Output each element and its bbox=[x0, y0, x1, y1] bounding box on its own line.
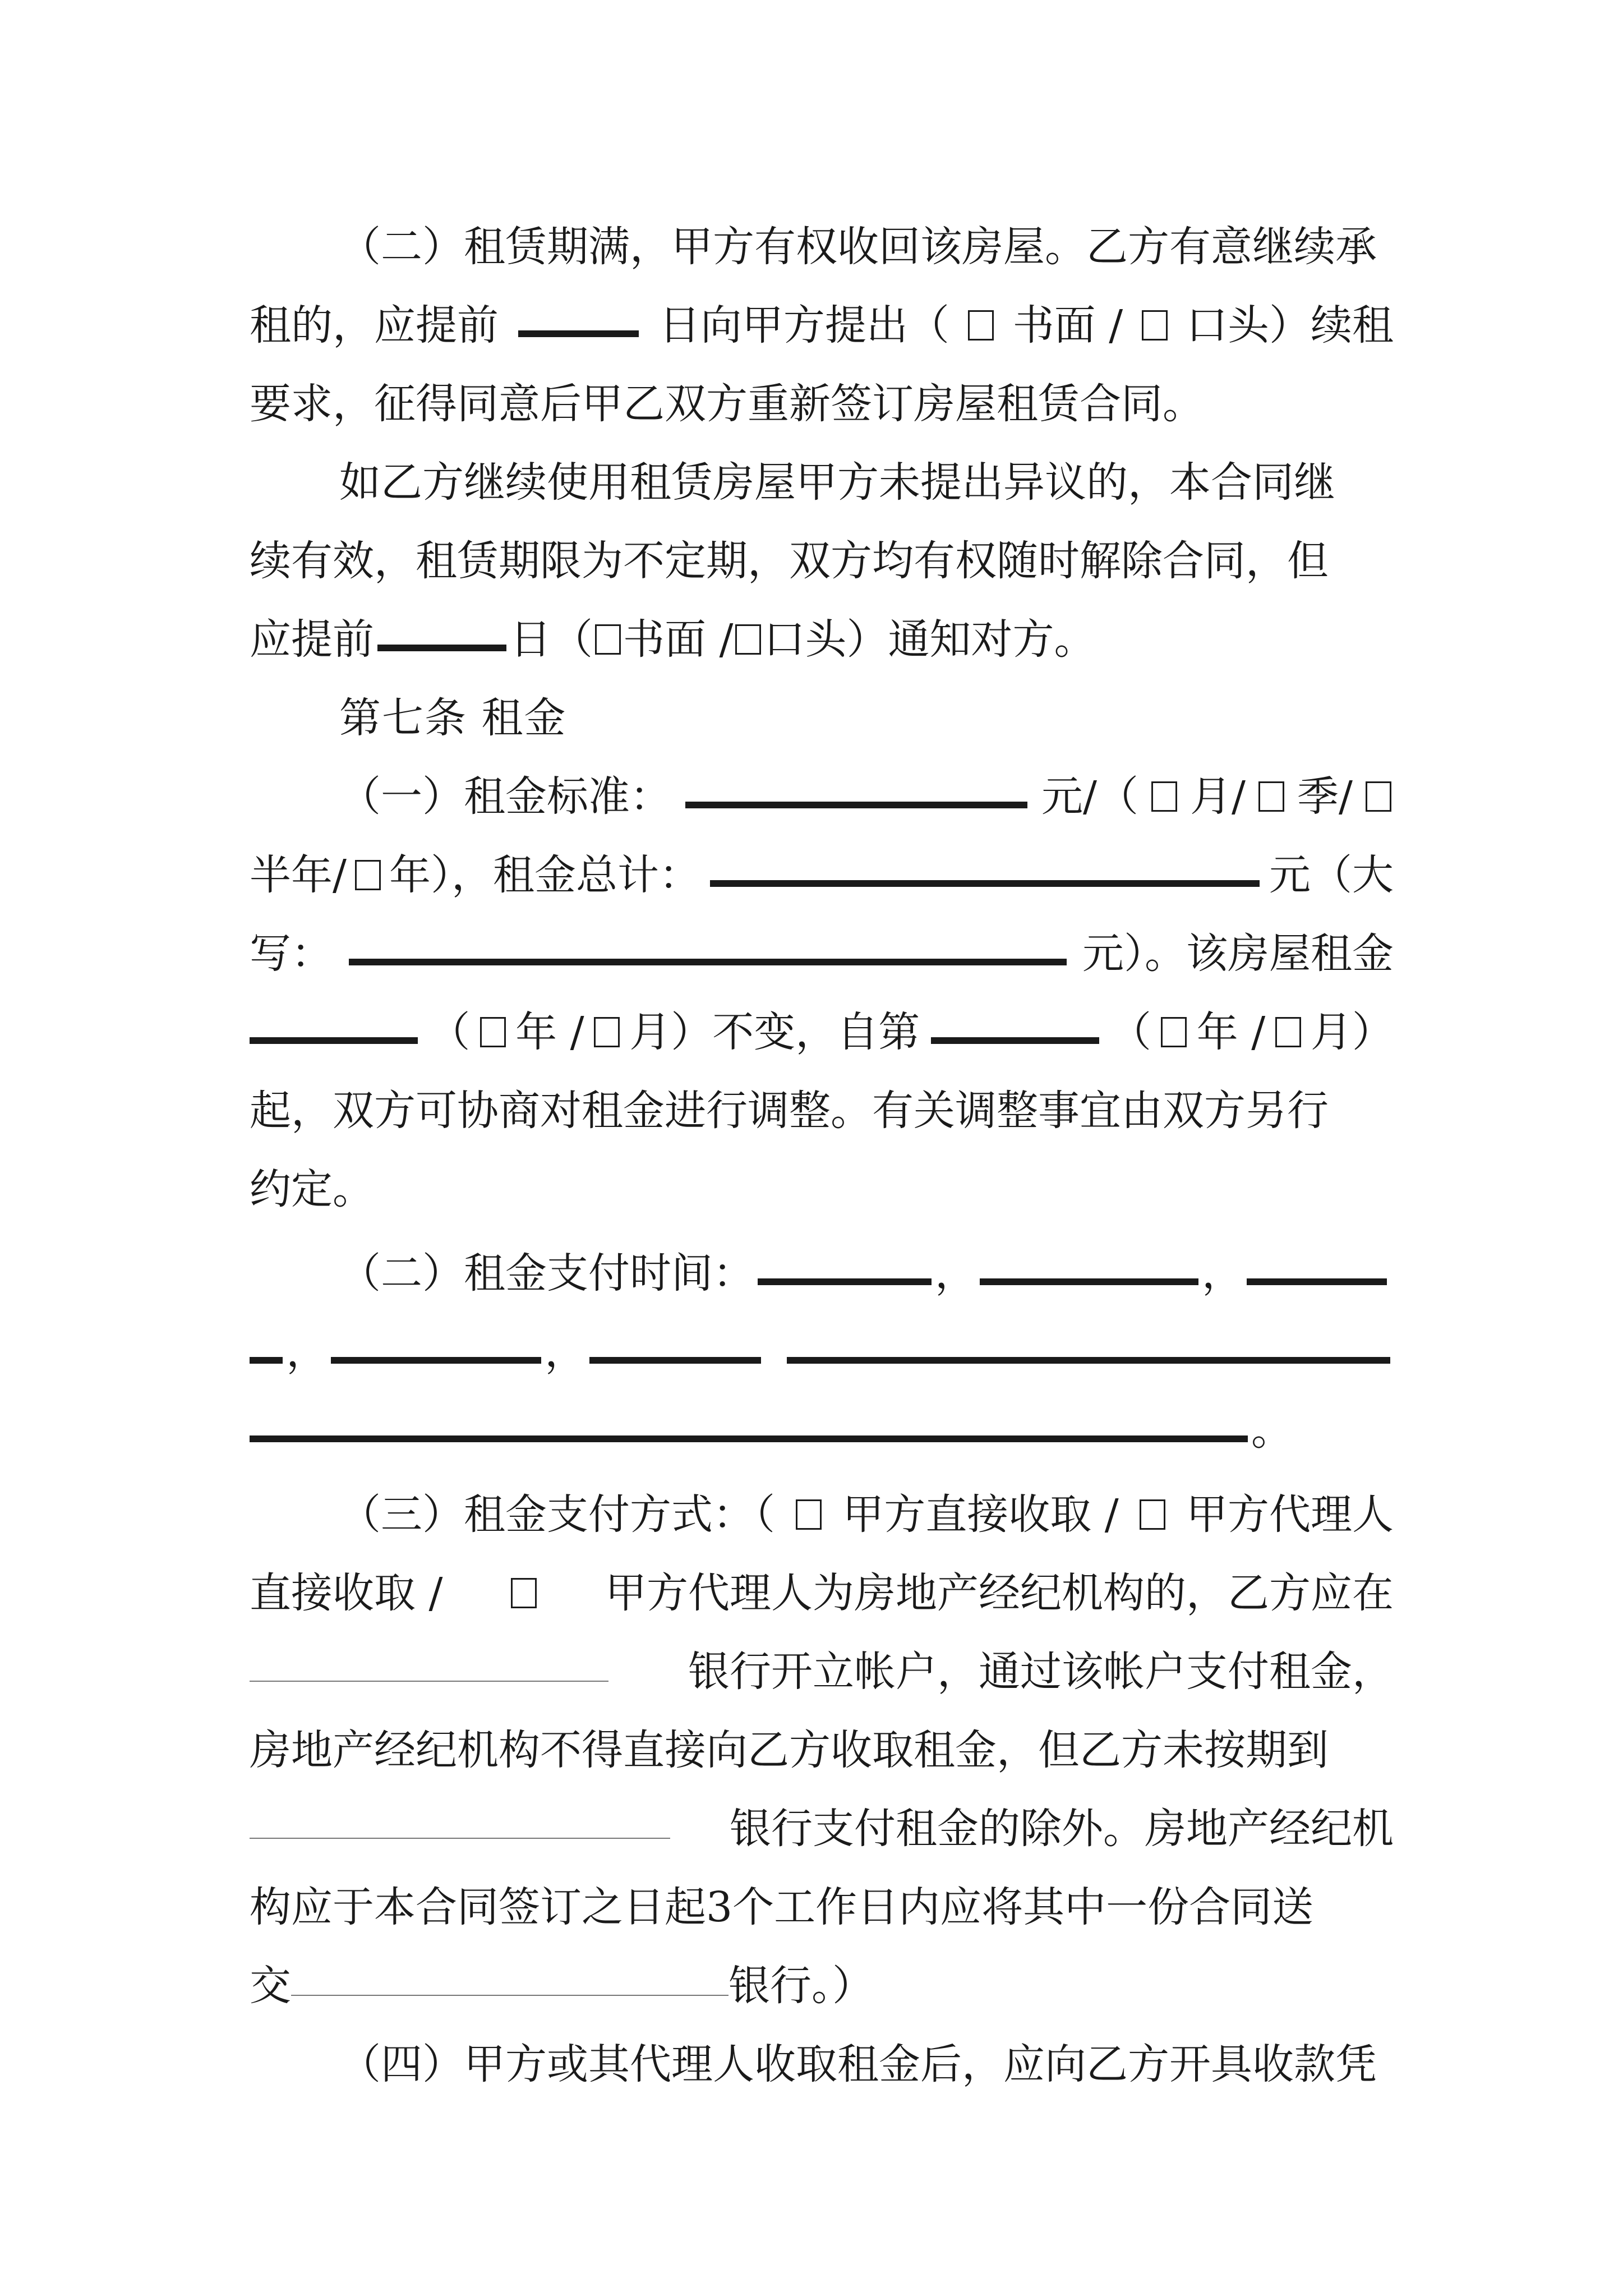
text: （二）租金支付时间： bbox=[339, 1249, 754, 1297]
text: （ bbox=[1109, 1008, 1151, 1056]
fill-blank[interactable] bbox=[250, 1340, 283, 1364]
text: 元）。该房屋租金 bbox=[1082, 930, 1394, 978]
text: （四）甲方或其代理人收取租金后，应向乙方开具收款凭 bbox=[339, 2040, 1377, 2088]
text: 日向甲方提出（ bbox=[658, 301, 949, 349]
text-line bbox=[339, 2022, 1394, 2106]
fill-blank[interactable] bbox=[349, 942, 1067, 965]
text-line bbox=[339, 440, 1394, 524]
text-line bbox=[250, 519, 1394, 603]
checkbox-icon[interactable] bbox=[735, 624, 761, 655]
checkbox-icon[interactable] bbox=[480, 1017, 506, 1047]
text: 应提前 bbox=[250, 615, 374, 664]
fill-blank[interactable] bbox=[758, 1262, 932, 1285]
checkbox-icon[interactable] bbox=[1140, 1499, 1165, 1530]
text-line bbox=[250, 283, 1394, 367]
text: 。 bbox=[1251, 1406, 1293, 1455]
text-line bbox=[250, 597, 1394, 682]
fill-blank[interactable] bbox=[685, 785, 1027, 808]
checkbox-icon[interactable] bbox=[355, 860, 381, 890]
text-line bbox=[250, 1865, 1394, 1949]
text: 租的，应提前 bbox=[250, 301, 499, 349]
text: 月） bbox=[1310, 1008, 1394, 1056]
text: 口头）通知对方。 bbox=[763, 615, 1096, 664]
text: 甲方代理人 bbox=[1186, 1490, 1394, 1539]
text: 元/（ bbox=[1041, 772, 1138, 821]
text-line bbox=[339, 1231, 1394, 1315]
fill-blank[interactable] bbox=[980, 1262, 1198, 1285]
checkbox-icon[interactable] bbox=[1258, 781, 1284, 812]
text: ， bbox=[545, 1328, 587, 1376]
fill-blank[interactable] bbox=[710, 863, 1260, 887]
text: 构应于本合同签订之日起3个工作日内应将其中一份合同送 bbox=[250, 1883, 1314, 1931]
checkbox-icon[interactable] bbox=[1366, 781, 1391, 812]
checkbox-icon[interactable] bbox=[1151, 781, 1177, 812]
text: 书面 / bbox=[623, 615, 734, 664]
text: 直接收取 / bbox=[250, 1569, 443, 1617]
text: 月/ bbox=[1190, 772, 1246, 821]
text: （三）租金支付方式：（ bbox=[339, 1490, 775, 1539]
text: 甲方直接收取 / bbox=[842, 1490, 1119, 1539]
text-line bbox=[250, 1708, 1394, 1792]
checkbox-icon[interactable] bbox=[1142, 310, 1168, 341]
text: ， bbox=[1202, 1249, 1243, 1297]
text: 书面 / bbox=[1012, 301, 1123, 349]
fill-blank[interactable] bbox=[1247, 1262, 1387, 1285]
text: 年 / bbox=[1196, 1008, 1266, 1056]
text: 银行开立帐户，通过该帐户支付租金， bbox=[688, 1648, 1394, 1696]
text: 房地产经纪机构不得直接向乙方收取租金，但乙方未按期到 bbox=[250, 1726, 1329, 1774]
text: 交 bbox=[250, 1962, 291, 2010]
text: 半年/ bbox=[250, 851, 347, 899]
text: （ bbox=[428, 1008, 471, 1056]
text-line bbox=[250, 1310, 1394, 1394]
text: 要求，征得同意后甲乙双方重新签订房屋租赁合同。 bbox=[250, 380, 1204, 428]
text: 银行。） bbox=[728, 1962, 874, 2010]
text-line bbox=[250, 1630, 1394, 1714]
fill-blank[interactable] bbox=[291, 1976, 728, 1996]
text: 年 / bbox=[515, 1008, 584, 1056]
text-line bbox=[250, 362, 1394, 446]
fill-blank[interactable] bbox=[250, 1819, 670, 1839]
text-line bbox=[339, 754, 1394, 839]
text: 口头）续租 bbox=[1186, 301, 1394, 349]
fill-blank[interactable] bbox=[250, 1662, 608, 1682]
text-line bbox=[339, 1473, 1394, 1557]
text-line bbox=[250, 1147, 1394, 1231]
text-line bbox=[250, 1388, 1394, 1473]
text-line bbox=[250, 1551, 1394, 1635]
text-line bbox=[250, 1069, 1394, 1153]
fill-blank[interactable] bbox=[250, 1419, 1248, 1442]
text: 约定。 bbox=[250, 1165, 374, 1213]
text-line bbox=[250, 833, 1394, 917]
text: 如乙方继续使用租赁房屋甲方未提出异议的，本合同继 bbox=[339, 458, 1335, 507]
section-heading bbox=[339, 676, 1394, 760]
text-line bbox=[250, 1787, 1394, 1871]
text: 甲方代理人为房地产经纪机构的，乙方应在 bbox=[605, 1569, 1394, 1617]
checkbox-icon[interactable] bbox=[796, 1499, 822, 1530]
text: 元（大 bbox=[1269, 851, 1394, 899]
text: 续有效，租赁期限为不定期，双方均有权随时解除合同，但 bbox=[250, 537, 1329, 585]
checkbox-icon[interactable] bbox=[968, 310, 994, 341]
text-line bbox=[250, 990, 1394, 1074]
fill-blank[interactable] bbox=[518, 314, 639, 337]
checkbox-icon[interactable] bbox=[1275, 1017, 1301, 1047]
text: （一）租金标准： bbox=[339, 772, 671, 821]
text: 起，双方可协商对租金进行调整。有关调整事宜由双方另行 bbox=[250, 1087, 1329, 1135]
heading-text: 第七条 租金 bbox=[339, 694, 567, 742]
text: 年），租金总计： bbox=[389, 851, 700, 899]
text-line bbox=[250, 1944, 1394, 2028]
text: （二）租赁期满，甲方有权收回该房屋。乙方有意继续承 bbox=[339, 223, 1377, 271]
text-line bbox=[339, 205, 1394, 289]
checkbox-icon[interactable] bbox=[594, 1017, 620, 1047]
text: 季/ bbox=[1297, 772, 1353, 821]
text: 写： bbox=[250, 930, 333, 978]
text: 月）不变，自第 bbox=[629, 1008, 920, 1056]
fill-blank[interactable] bbox=[787, 1340, 1390, 1364]
checkbox-icon[interactable] bbox=[595, 624, 621, 655]
checkbox-icon[interactable] bbox=[1161, 1017, 1187, 1047]
text: 银行支付租金的除外。房地产经纪机 bbox=[730, 1805, 1394, 1853]
text-line bbox=[250, 912, 1394, 996]
text: 日（ bbox=[510, 615, 593, 664]
fill-blank[interactable] bbox=[931, 1020, 1099, 1044]
checkbox-icon[interactable] bbox=[511, 1578, 537, 1608]
fill-blank[interactable] bbox=[377, 628, 506, 651]
fill-blank[interactable] bbox=[331, 1340, 541, 1364]
fill-blank[interactable] bbox=[250, 1020, 418, 1044]
fill-blank[interactable] bbox=[589, 1340, 761, 1364]
text: ， bbox=[286, 1328, 328, 1376]
text: ， bbox=[935, 1249, 976, 1297]
